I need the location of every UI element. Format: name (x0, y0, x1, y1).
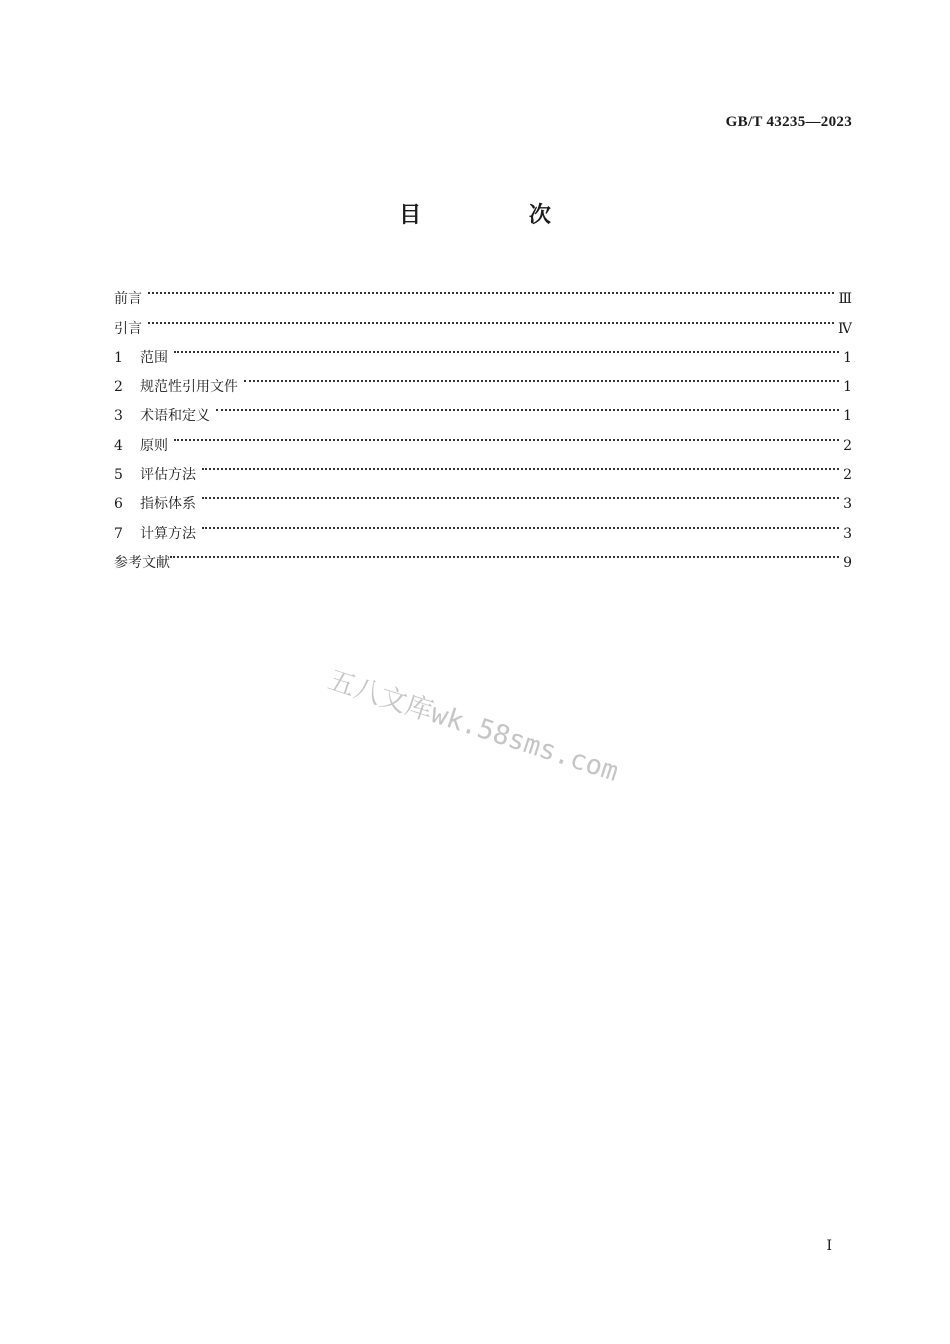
toc-entry-number: 5 (114, 467, 123, 484)
toc-entry-label: 评估方法 (140, 467, 196, 484)
watermark: 五八文库wk.58sms.com (324, 664, 623, 788)
toc-entry-label: 计算方法 (140, 525, 196, 542)
toc-entry-label: 原则 (140, 437, 168, 454)
toc-entry-scope[interactable] (114, 333, 852, 366)
toc-entry-assessment-methods[interactable] (114, 450, 852, 484)
toc-entry-label: 规范性引用文件 (140, 379, 238, 396)
toc-leader-dots (174, 333, 839, 362)
toc-entry-number: 1 (114, 349, 123, 366)
standard-code: GB/T 43235—2023 (725, 114, 852, 130)
toc-entry-page: 2 (843, 467, 852, 484)
toc-entry-number: 7 (114, 525, 123, 542)
toc-leader-dots (244, 362, 839, 391)
toc-entry-number: 2 (114, 379, 123, 396)
toc-entry-normative-references[interactable] (114, 362, 852, 396)
toc-leader-dots (148, 274, 834, 303)
toc-leader-dots (174, 420, 839, 449)
page-number: I (826, 1238, 832, 1254)
toc-entry-indicator-system[interactable] (114, 479, 852, 513)
toc-leader-dots (202, 508, 839, 537)
toc-entry-label: 引言 (114, 320, 142, 337)
toc-entry-label: 指标体系 (140, 496, 196, 513)
toc-entry-page: Ⅳ (838, 320, 852, 337)
toc-entry-bibliography[interactable] (114, 538, 852, 571)
toc-entry-page: Ⅲ (838, 291, 852, 308)
toc-entry-number: 4 (114, 437, 123, 454)
toc-entry-number: 6 (114, 496, 123, 513)
toc-entry-terms-definitions[interactable] (114, 391, 852, 425)
toc-entry-calculation-methods[interactable] (114, 508, 852, 542)
toc-entry-foreword[interactable] (114, 274, 852, 308)
toc-entry-introduction[interactable] (114, 303, 852, 337)
toc-leader-dots (148, 303, 834, 332)
toc-entry-page: 1 (843, 379, 852, 396)
toc-entry-page: 9 (843, 554, 852, 571)
toc-entry-page: 1 (843, 349, 852, 366)
toc-entry-page: 2 (843, 437, 852, 454)
toc-entry-page: 3 (843, 525, 852, 542)
toc-entry-page: 1 (843, 408, 852, 425)
toc-leader-dots (202, 450, 839, 479)
toc-entry-label: 前言 (114, 291, 142, 308)
toc-entry-number: 3 (114, 408, 123, 425)
toc-entry-page: 3 (843, 496, 852, 513)
toc-leader-dots (202, 479, 839, 508)
toc-entry-label: 范围 (140, 349, 168, 366)
toc-leader-dots (216, 391, 839, 420)
toc-entry-label: 参考文献 (114, 554, 170, 571)
page-title: 目 次 (399, 203, 601, 228)
toc-leader-dots (170, 538, 839, 567)
table-of-contents (114, 274, 852, 571)
toc-entry-label: 术语和定义 (140, 408, 210, 425)
toc-entry-principles[interactable] (114, 420, 852, 454)
